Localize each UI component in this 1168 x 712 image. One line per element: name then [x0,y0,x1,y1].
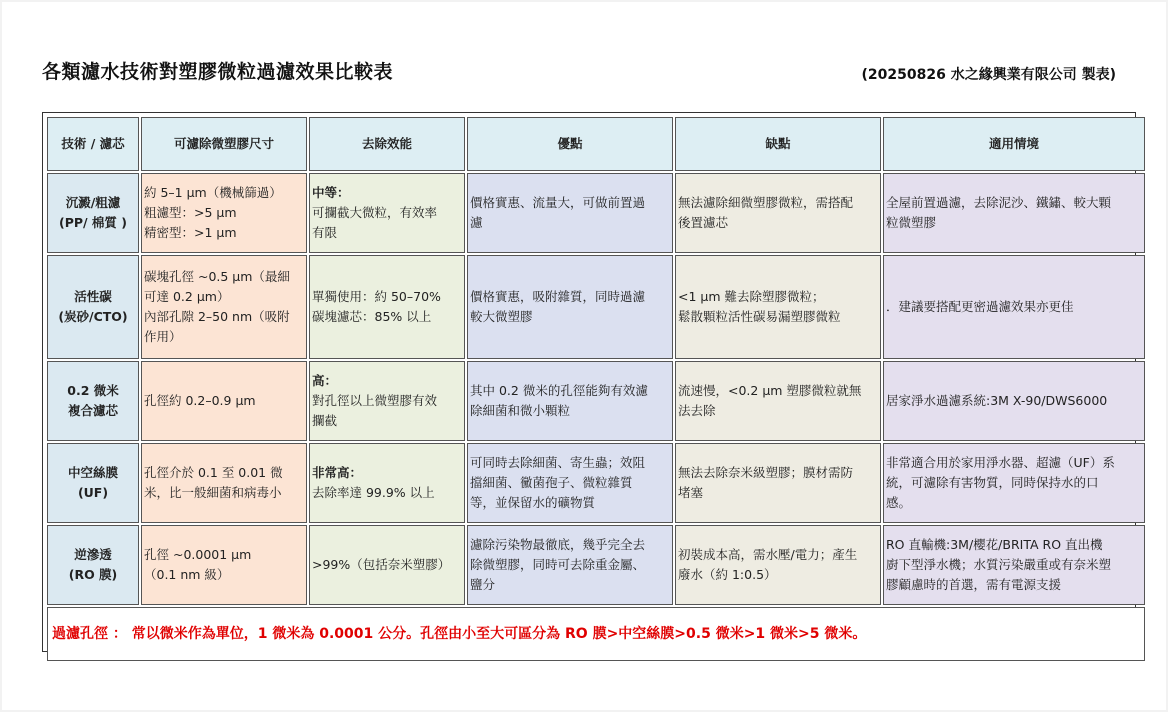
tech-sub: 複合濾芯 [67,403,118,418]
usage-line: 膠顧慮時的首選，需有電源支援 [886,577,1062,592]
size-line: 作用） [144,329,182,344]
size-line: 孔徑約 0.2–0.9 μm [144,393,256,408]
tech-cell [47,255,139,359]
usage-cell [883,173,1145,253]
header-cons: 缺點 [675,117,881,171]
cons-line: 無法去除奈米級塑膠；膜材需防 [678,465,854,480]
tech-name: 沉澱/粗濾 [65,195,121,210]
size-line: 孔徑介於 0.1 至 0.01 微 [144,465,283,480]
pros-cell [467,443,673,523]
usage-line: 居家淨水過濾系統:3M X-90/DWS6000 [886,393,1108,408]
efficiency-line: 攔截 [312,413,338,428]
cons-line: 初裝成本高，需水壓/電力；產生 [678,547,858,562]
cons-line: 無法濾除細微塑膠微粒，需搭配 [678,195,854,210]
size-cell [141,173,307,253]
usage-line: 感。 [886,495,912,510]
efficiency-cell [309,525,465,605]
pros-cell [467,361,673,441]
cons-line: 廢水（約 1:0.5） [678,567,777,582]
pros-line: 價格實惠、流量大，可做前置過 [470,195,646,210]
size-cell [141,255,307,359]
usage-cell [883,525,1145,605]
size-line: 粗濾型：>5 μm [144,205,237,220]
tech-name: 中空絲膜 [67,465,118,480]
pros-line: 擋細菌、黴菌孢子、微粒雜質 [470,475,633,490]
size-cell [141,361,307,441]
cons-cell [675,361,881,441]
usage-line: ．建議要搭配更密過濾效果亦更佳 [886,299,1074,314]
tech-cell [47,361,139,441]
size-line: 可達 0.2 μm） [144,289,230,304]
comparison-table [45,115,1147,663]
usage-cell [883,443,1145,523]
tech-sub: (UF) [77,485,109,500]
size-cell [141,443,307,523]
table-row [47,443,1145,523]
usage-line: 全屋前置過濾，去除泥沙、鐵鏽、較大顆 [886,195,1112,210]
tech-sub: (炭砂/CTO) [58,309,128,324]
tech-name: 活性碳 [74,289,112,304]
usage-line: 非常適合用於家用淨水器、超濾（UF）系 [886,455,1115,470]
usage-line: 粒微塑膠 [886,215,937,230]
header-tech: 技術 / 濾芯 [47,117,139,171]
efficiency-line: 去除率達 99.9% 以上 [312,485,435,500]
efficiency-line: 單獨使用：約 50–70% [312,289,441,304]
tech-cell [47,525,139,605]
pros-line: 價格實惠，吸附雜質，同時過濾 [470,289,646,304]
tech-sub: (PP/ 棉質 ) [58,215,128,230]
table-row [47,525,1145,605]
pros-cell [467,525,673,605]
efficiency-line: 碳塊濾芯：85% 以上 [312,309,432,324]
maker-note: (20250826 水之緣興業有限公司 製表) [861,67,1116,83]
efficiency-cell [309,255,465,359]
comparison-table-frame [42,112,1136,652]
tech-cell [47,443,139,523]
efficiency-line: 對孔徑以上微塑膠有效 [312,393,438,408]
pros-line: 除微塑膠，同時可去除重金屬、 [470,557,646,572]
tech-name: 0.2 微米 [67,383,119,398]
page-title: 各類濾水技術對塑膠微粒過濾效果比較表 [42,61,394,83]
efficiency-cell [309,173,465,253]
size-line: （0.1 nm 級） [144,567,230,582]
cons-cell [675,525,881,605]
pros-line: 可同時去除細菌、寄生蟲；效阻 [470,455,646,470]
efficiency-line: >99%（包括奈米塑膠） [312,557,451,572]
header-pros: 優點 [467,117,673,171]
cons-line: 鬆散顆粒活性碳易漏塑膠微粒 [678,309,841,324]
table-row [47,173,1145,253]
efficiency-line: 有限 [312,225,338,240]
size-cell [141,525,307,605]
footer-note: 過濾孔徑 ： 常以微米作為單位，1 微米為 0.0001 公分。孔徑由小至大可區分為 RO 膜>中空絲膜>0.5 微米>1 微米>5 微米。 [47,607,1145,661]
size-line: 碳塊孔徑 ~0.5 μm（最細 [144,269,290,284]
efficiency-label: 中等： [312,185,350,200]
pros-line: 濾 [470,215,483,230]
size-line: 孔徑 ~0.0001 μm [144,547,252,562]
pros-cell [467,173,673,253]
cons-line: 堵塞 [678,485,704,500]
pros-cell [467,255,673,359]
table-row [47,361,1145,441]
size-line: 米，比一般細菌和病毒小 [144,485,282,500]
cons-cell [675,173,881,253]
usage-cell [883,361,1145,441]
efficiency-cell [309,443,465,523]
cons-line: 後置濾芯 [678,215,729,230]
header-row [47,117,1145,171]
usage-line: 統，可濾除有害物質，同時保持水的口 [886,475,1099,490]
efficiency-label: 高： [312,373,338,388]
tech-name: 逆滲透 [74,547,112,562]
tech-sub: (RO 膜) [68,567,118,582]
header-size: 可濾除微塑膠尺寸 [141,117,307,171]
cons-line: 法去除 [678,403,716,418]
size-line: 約 5–1 μm（機械篩過） [144,185,282,200]
usage-line: 廚下型淨水機；水質污染嚴重或有奈米塑 [886,557,1112,572]
pros-line: 其中 0.2 微米的孔徑能夠有效濾 [470,383,648,398]
pros-line: 除細菌和微小顆粒 [470,403,571,418]
usage-line: RO 直輸機:3M/櫻花/BRITA RO 直出機 [886,537,1103,552]
header-usage: 適用情境 [883,117,1145,171]
header-efficiency: 去除效能 [309,117,465,171]
table-row [47,255,1145,359]
cons-cell [675,443,881,523]
page [2,2,1166,710]
cons-line: <1 μm 難去除塑膠微粒； [678,289,825,304]
pros-line: 較大微塑膠 [470,309,533,324]
efficiency-line: 可攔截大微粒，有效率 [312,205,438,220]
pros-line: 等，並保留水的礦物質 [470,495,596,510]
efficiency-label: 非常高： [312,465,363,480]
efficiency-cell [309,361,465,441]
size-line: 精密型：>1 μm [144,225,237,240]
cons-cell [675,255,881,359]
footer-row [47,607,1145,661]
pros-line: 濾除污染物最徹底，幾乎完全去 [470,537,646,552]
tech-cell [47,173,139,253]
usage-cell [883,255,1145,359]
size-line: 內部孔隙 2–50 nm（吸附 [144,309,290,324]
cons-line: 流速慢，<0.2 μm 塑膠微粒就無 [678,383,862,398]
pros-line: 鹽分 [470,577,496,592]
